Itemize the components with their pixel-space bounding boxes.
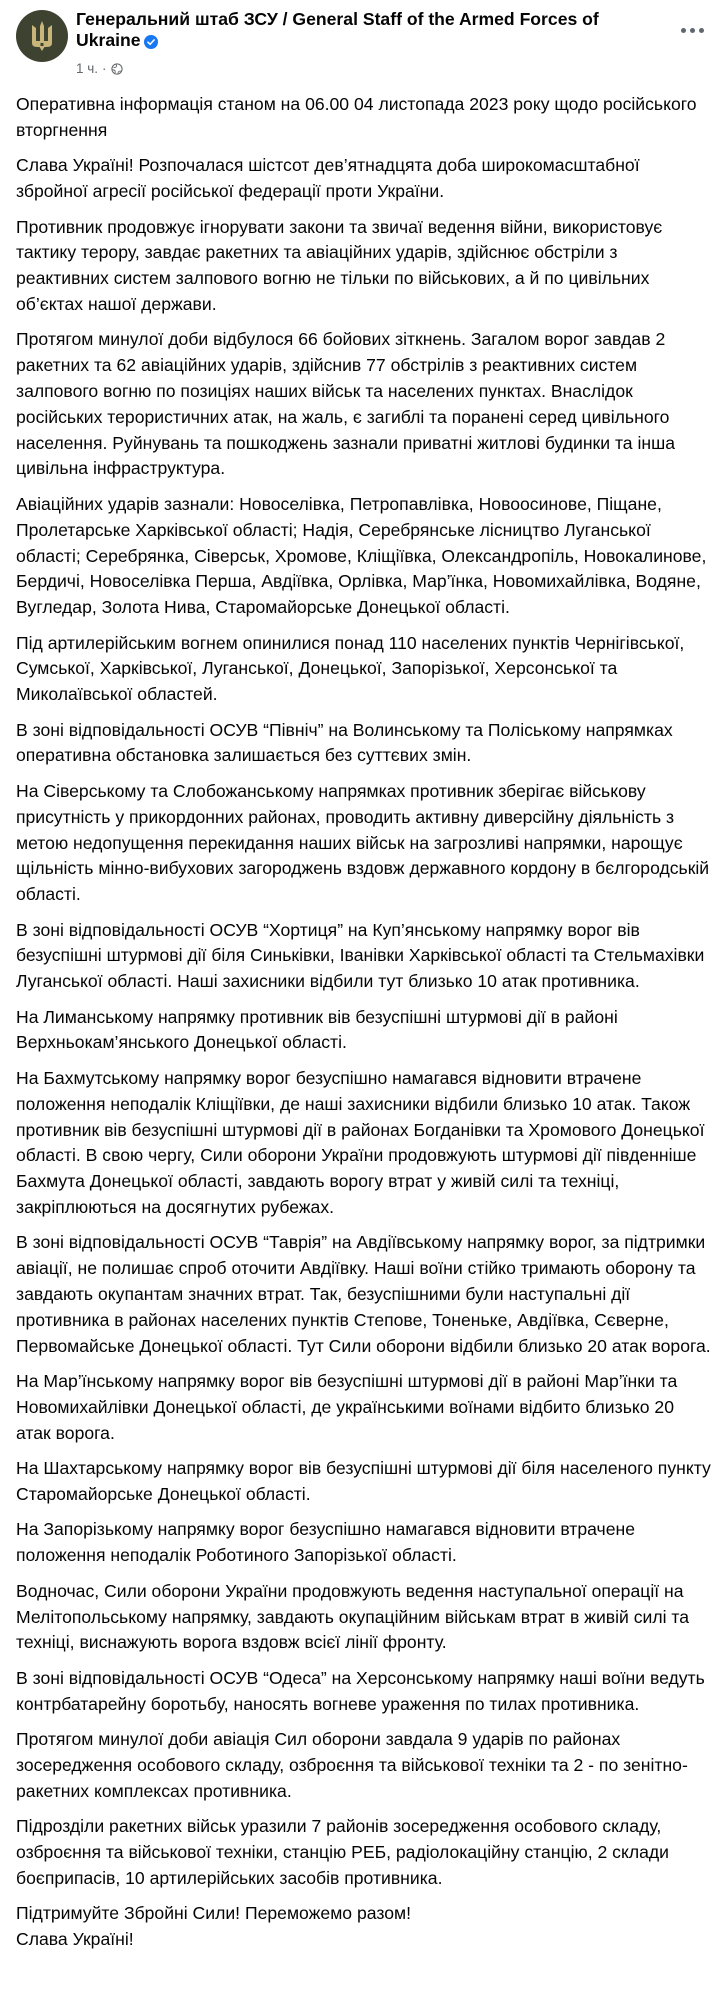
post-header xyxy=(16,0,713,92)
post-paragraph: Підрозділи ракетних військ уразили 7 районів зосередження особового складу, озброєння та військової техніки, станцію РЕБ, радіолокаційну станцію, 2 склади боєприпасів, 10 артилерійських засобів противника. xyxy=(16,1816,669,1888)
post-paragraph: На Лиманському напрямку противник вів безуспішні штурмові дії в районі Верхньокам’янського Донецької області. xyxy=(16,1006,618,1053)
trident-emblem-icon xyxy=(29,19,55,53)
post-paragraph: На Шахтарському напрямку ворог вів безуспішні штурмові дії біля населеного пункту Старомайорське Донецької області. xyxy=(16,1458,711,1504)
page-name-text: Генеральний штаб ЗСУ / General Staff of the Armed Forces of Ukraine xyxy=(76,9,599,50)
post-paragraph: В зоні відповідальності ОСУВ “Таврія” на Авдіївському напрямку ворог, за підтримки авіації, не полишає спроб оточити Авдіївку. Наші воїни стійко тримають оборону та завдають окупантам значних втрат. Так, безуспішними були наступальні дії противника в районах населених пунктів Степове, Тоненьке, Авдіївка, Сєверне, Первомайське Донецької області. Тут Сили оборони відбили близько 20 атак ворога. xyxy=(16,1232,711,1356)
post-paragraph: На Бахмутському напрямку ворог безуспішно намагався відновити втрачене положення неподалік Кліщіївки, де наші захисники відбили близько 10 атак. Також противник вів безуспішні штурмові дії в районах Богданівки та Хромового Донецької області. В свою чергу, Сили оборони України продовжують штурмові дії південніше Бахмута Донецької області, завдають ворогу втрат у живій силі та техніці, закріплюються на досягнутих рубежах. xyxy=(16,1067,705,1217)
post-paragraph: Оперативна інформація станом на 06.00 04 листопада 2023 року щодо російського вторгнення xyxy=(16,94,697,140)
post-paragraph: Під артилерійським вогнем опинилися понад 110 населених пунктів Чернігівської, Сумської, Харківської, Луганської, Донецької, Запорізької, Херсонської та Миколаївської областей. xyxy=(16,632,685,705)
post-timestamp[interactable]: 1 ч. xyxy=(76,61,99,76)
closing-line-1: Підтримуйте Збройні Сили! Переможемо разом! xyxy=(16,1903,411,1924)
more-dot xyxy=(681,28,686,33)
globe-icon[interactable] xyxy=(111,63,123,75)
post-paragraph: Протягом минулої доби авіація Сил оборони завдала 9 ударів по районах зосередження особового складу, озброєння та військової техніки та 2 - по зенітно-ракетних комплексах противника. xyxy=(16,1729,688,1801)
post-paragraph: В зоні відповідальності ОСУВ “Одеса” на Херсонському напрямку наші воїни ведуть контрбатарейну боротьбу, наносять вогневе ураження по тилах противника. xyxy=(16,1667,705,1714)
more-options-icon[interactable] xyxy=(675,16,709,44)
post-paragraph: На Сіверському та Слобожанському напрямках противник зберігає військову присутність у прикордонних районах, проводить активну диверсійну діяльність з метою недопущення перекидання наших військ на загрозливі напрямки, нарощує щільність мінно-вибухових загороджень вздовж державного кордону в бєлгородській області. xyxy=(16,780,710,905)
post-paragraph: Противник продовжує ігнорувати закони та звичаї ведення війни, використовує тактику терору, завдає ракетних та авіаційних ударів, здійснює обстріли з реактивних систем залпового вогню не тільки по військових, а й по цивільних об’єктах нашої держави. xyxy=(16,216,663,314)
post-paragraph: Водночас, Сили оборони України продовжують ведення наступальної операції на Мелітопольському напрямку, завдають окупаційним військам втрат в живій силі та техніці, виснажують ворога вздовж всієї лінії фронту. xyxy=(16,1580,690,1653)
post-paragraph: Протягом минулої доби відбулося 66 бойових зіткнень. Загалом ворог завдав 2 ракетних та 62 авіаційних ударів, здійснив 77 обстрілів з реактивних систем залпового вогню по позиціях наших військ та населених пунктах. Внаслідок російських терористичних атак, на жаль, є загиблі та поранені серед цивільного населення. Руйнувань та пошкоджень зазнали приватні житлові будинки та інша цивільна інфраструктура. xyxy=(16,329,676,479)
post-paragraph: На Мар’їнському напрямку ворог вів безуспішні штурмові дії в районі Мар’їнки та Новомихайлівки Донецької області, де українськими воїнами відбито близько 20 атак ворога. xyxy=(16,1371,678,1443)
verified-badge-icon xyxy=(144,35,158,49)
more-dot xyxy=(699,28,704,33)
post-paragraph: Слава Україні! Розпочалася шістсот дев’ятнадцята доба широкомасштабної збройної агресії російської федерації проти України. xyxy=(16,155,640,202)
closing-line-2: Слава Україні! xyxy=(16,1929,134,1950)
post-paragraph: В зоні відповідальності ОСУВ “Північ” на Волинському та Поліському напрямках оперативна обстановка залишається без суттєвих змін. xyxy=(16,719,673,766)
post-paragraph: В зоні відповідальності ОСУВ “Хортиця” на Куп’янському напрямку ворог вів безуспішні штурмові дії біля Синьківки, Іванівки Харківської області та Стельмахівки Луганської області. Наші захисники відбили тут близько 10 атак противника. xyxy=(16,919,705,992)
meta-separator: · xyxy=(102,61,107,76)
post-body xyxy=(16,92,713,1953)
page-avatar[interactable] xyxy=(16,10,68,62)
page-name-link[interactable] xyxy=(76,9,636,51)
post-paragraph: Авіаційних ударів зазнали: Новоселівка, Петропавлівка, Новоосинове, Піщане, Пролетарське Харківської області; Надія, Серебрянське лісництво Луганської області; Серебрянка, Сіверськ, Хромове, Кліщіївка, Олександропіль, Новокалинове, Бердичі, Новоселівка Перша, Авдіївка, Орлівка, Мар’їнка, Новомихайлівка, Водяне, Вугледар, Золота Нива, Старомайорське Донецької області. xyxy=(16,493,707,618)
more-dot xyxy=(690,28,695,33)
post-meta xyxy=(76,61,123,76)
post-closing xyxy=(16,1901,713,1953)
post-paragraph: На Запорізькому напрямку ворог безуспішно намагався відновити втрачене положення неподалік Роботиного Запорізької області. xyxy=(16,1519,635,1566)
